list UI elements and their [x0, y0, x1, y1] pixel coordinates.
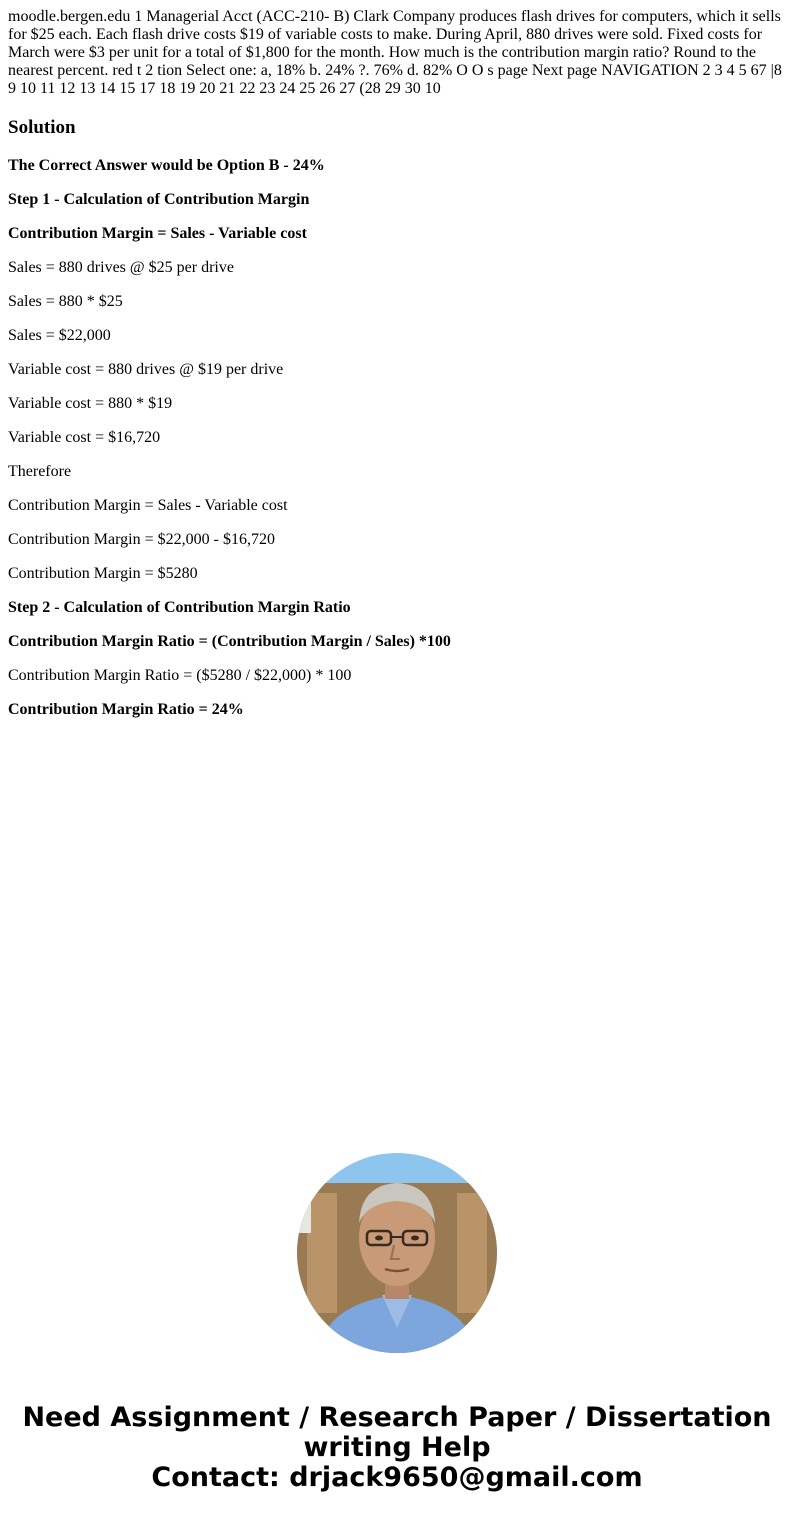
cm-formula: Contribution Margin = Sales - Variable cost [8, 225, 307, 242]
contact-email: Contact: drjack9650@gmail.com [151, 1462, 643, 1493]
correct-answer: The Correct Answer would be Option B - 24% [8, 157, 325, 174]
solution-heading: Solution [8, 117, 76, 138]
promo-line-2: writing Help [303, 1432, 491, 1463]
calc-line: Variable cost = 880 * $19 [8, 395, 173, 412]
calc-line: Contribution Margin = $5280 [8, 565, 198, 582]
calc-line: Variable cost = $16,720 [8, 429, 161, 446]
promo-line-1: Need Assignment / Research Paper / Dissertation [22, 1402, 772, 1433]
tutor-portrait-icon [297, 1153, 497, 1353]
step2-heading: Step 2 - Calculation of Contribution Margin Ratio [8, 599, 351, 616]
tutor-avatar [297, 1153, 497, 1353]
calc-line: Variable cost = 880 drives @ $19 per drive [8, 361, 284, 378]
question-text: moodle.bergen.edu 1 Managerial Acct (ACC-210- B) Clark Company produces flash drives for computers, which it sells for $25 each. Each flash drive costs $19 of variable costs to make. During April, 880 drives were sold. Fixed costs for March were $3 per unit for a total of $1,800 for the month. How much is the contribution margin ratio? Round to the nearest percent. red t 2 tion Select one: a, 18% b. 24% ?. 76% d. 82% O O s page Next page NAVIGATION 2 3 4 5 67 |8 9 10 11 12 13 14 15 17 18 19 20 21 22 23 24 25 26 27 (28 29 30 10 [8, 8, 782, 97]
cmr-formula: Contribution Margin Ratio = (Contribution Margin / Sales) *100 [8, 633, 451, 650]
calc-line: Sales = 880 drives @ $25 per drive [8, 259, 234, 276]
calc-line: Contribution Margin Ratio = ($5280 / $22,000) * 100 [8, 667, 352, 684]
calc-line: Therefore [8, 463, 72, 480]
calc-line: Contribution Margin = Sales - Variable cost [8, 497, 288, 514]
promo-footer [0, 1403, 794, 1493]
step1-heading: Step 1 - Calculation of Contribution Margin [8, 191, 310, 208]
calc-line: Sales = $22,000 [8, 327, 111, 344]
final-answer: Contribution Margin Ratio = 24% [8, 701, 244, 718]
calc-line: Sales = 880 * $25 [8, 293, 123, 310]
calc-line: Contribution Margin = $22,000 - $16,720 [8, 531, 275, 548]
